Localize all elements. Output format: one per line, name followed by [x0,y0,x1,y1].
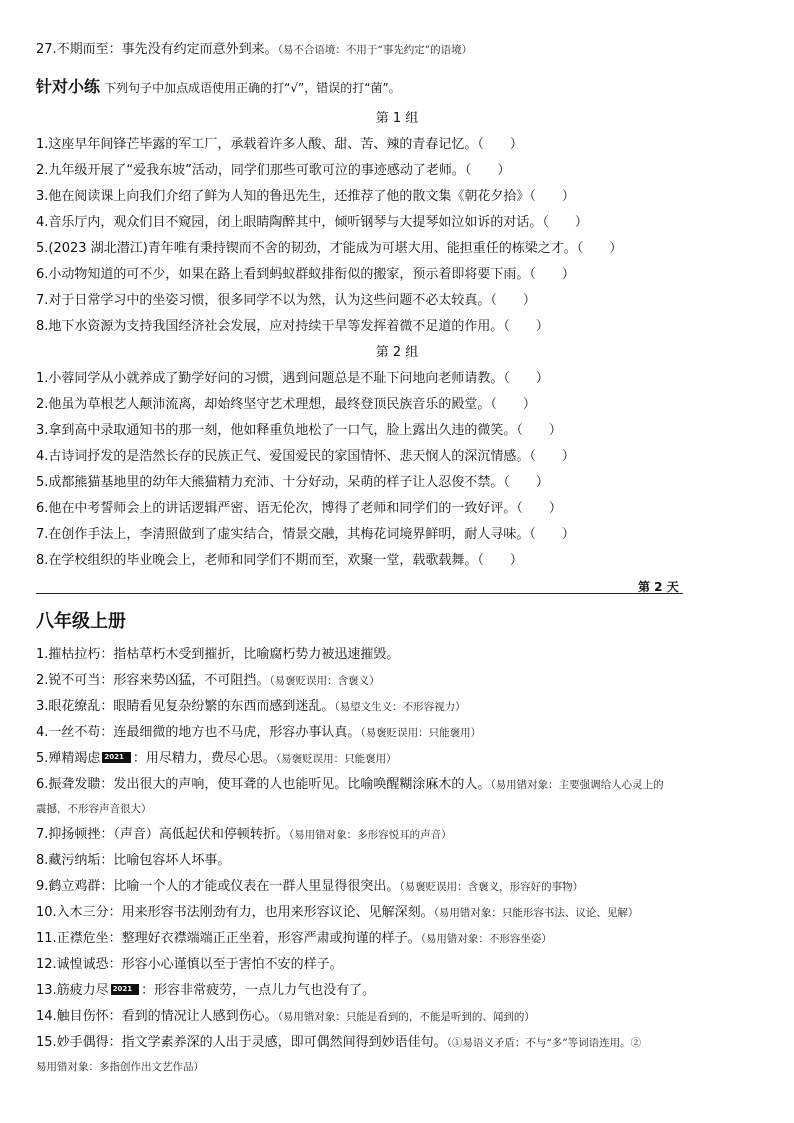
group-1-item: 6.小动物知道的可不少，如果在路上看到蚂蚁群蚁排衔似的搬家，预示着即将要下雨。（ ） [36,267,575,282]
year-badge: 2021 [111,984,139,995]
idiom-term: 13.筋疲力尽 [36,983,109,998]
idiom-note: （①易语义矛盾：不与“多”等词语连用。② [446,1037,642,1049]
idiom-entry-continued [36,1058,764,1076]
idiom-note: （易褒贬误用：含褒义，形容好的事物） [399,881,584,893]
idiom-text: 10.入木三分：用来形容书法刚劲有力，也用来形容议论、见解深刻。 [36,905,434,920]
group-1-item: 8.地下水资源为支持我国经济社会发展，应对持续干旱等发挥着微不足道的作用。（ ） [36,319,549,334]
group-2-item: 3.拿到高中录取通知书的那一刻，他如释重负地松了一口气，脸上露出久违的微笑。（ ） [36,423,562,438]
group-1-item: 2.九年级开展了“爱我东坡”活动，同学们那些可歌可泣的事迹感动了老师。（ ） [36,163,511,178]
idiom-term: 5.殚精竭虑 [36,751,101,766]
idiom-entry [36,750,764,768]
idiom-entry [36,698,764,716]
idiom-note: （易褒贬误用：只能褒用） [275,753,397,765]
idiom-note: （易用错对象：只能形容书法、议论、见解） [433,907,639,919]
group-1-item: 5.(2023 湖北潜江)青年唯有秉持锲而不舍的韧劲，才能成为可堪大用、能担重任的栋梁之才。（ ） [36,241,623,256]
year-badge: 2021 [102,752,130,763]
idiom-text: 8.藏污纳垢：比喻包容坏人坏事。 [36,853,231,868]
idiom-entry [36,776,764,794]
idiom-note: 易用错对象：多指创作出文艺作品） [36,1061,204,1073]
idiom-entry [36,852,764,870]
idiom-note: （易用错对象：主要强调给人心灵上的 [490,779,664,791]
group-1-item: 7.对于日常学习中的坐姿习惯，很多同学不以为然，认为这些问题不必太较真。（ ） [36,293,536,308]
idiom-note: （易褒贬误用：只能褒用） [360,727,482,739]
idiom-note: （易望文生义：不形容视力） [334,701,466,713]
group-2-item: 7.在创作手法上，李清照做到了虚实结合，情景交融，其梅花词境界鲜明，耐人寻味。（ ） [36,527,575,542]
idiom-text: 11.正襟危坐：整理好衣襟端端正正坐着，形容严肃或拘谨的样子。 [36,931,421,946]
group-1-item: 1.这座早年间锋芒毕露的军工厂，承载着许多人酸、甜、苦、辣的青春记忆。（ ） [36,137,523,152]
idiom-text: 3.眼花缭乱：眼睛看见复杂纷繁的东西而感到迷乱。 [36,699,335,714]
idiom-text: 6.振聋发聩：发出很大的声响，使耳聋的人也能听见。比喻唤醒糊涂麻木的人。 [36,777,491,792]
idiom-text: 14.触目伤怀：看到的情况让人感到伤心。 [36,1009,278,1024]
idiom-text: ：用尽精力，费尽心思。 [132,751,276,766]
idiom-entry [36,646,764,664]
day-label: 第 2 天 [638,580,679,594]
idiom-entry [36,904,764,922]
group-2-item: 1.小蓉同学从小就养成了勤学好问的习惯，遇到问题总是不耻下问地向老师请教。（ ） [36,371,549,386]
section-title: 八年级上册 [36,611,126,632]
idiom-entry [36,672,764,690]
idiom-text: 1.摧枯拉朽：指枯草朽木受到摧折，比喻腐朽势力被迅速摧毁。 [36,647,400,662]
top-entry-note: （易不合语境：不用于“事先约定”的语境） [277,44,473,56]
practice-header [36,76,764,100]
idiom-entry [36,1008,764,1026]
practice-instruction: 下列句子中加点成语使用正确的打“√”，错误的打“菌”。 [104,81,401,95]
group-2-item: 8.在学校组织的毕业晚会上，老师和同学们不期而至，欢聚一堂，载歌载舞。（ ） [36,553,523,568]
idiom-text: 12.诚惶诚恐：形容小心谨慎以至于害怕不安的样子。 [36,957,343,972]
idiom-note: （易用错对象：多形容悦耳的声音） [288,829,452,841]
top-entry-text: 27.不期而至：事先没有约定而意外到来。 [36,42,278,57]
idiom-note: （易用错对象：不形容坐姿） [420,933,552,945]
idiom-entry [36,930,764,948]
section-divider [36,593,683,594]
idiom-text: 9.鹤立鸡群：比喻一个人的才能或仪表在一群人里显得很突出。 [36,879,400,894]
idiom-entry [36,956,764,974]
group-1-item: 4.音乐厅内，观众们目不窥园，闭上眼睛陶醉其中，倾听钢琴与大提琴如泣如诉的对话。（ ） [36,215,588,230]
group-2-item: 5.成都熊猫基地里的幼年大熊猫精力充沛、十分好动，呆萌的样子让人忍俊不禁。（ ） [36,475,549,490]
idiom-text: 7.抑扬顿挫：（声音）高低起伏和停顿转折。 [36,827,289,842]
idiom-entry [36,878,764,896]
idiom-entry [36,1034,764,1052]
idiom-entry [36,724,764,742]
group-2-title: 第 2 组 [375,345,419,360]
idiom-text: 15.妙手偶得：指文学素养深的人出于灵感，即可偶然间得到妙语佳句。 [36,1035,447,1050]
idiom-text: 4.一丝不苟：连最细微的地方也不马虎，形容办事认真。 [36,725,361,740]
idiom-note: （易褒贬误用：含褒义） [269,675,380,687]
idiom-entry [36,982,764,1000]
idiom-text: 2.锐不可当：形容来势凶猛，不可阻挡。 [36,673,270,688]
idiom-text: ：形容非常疲劳，一点儿力气也没有了。 [141,983,376,998]
group-1-title: 第 1 组 [375,111,419,126]
group-1-item: 3.他在阅读课上向我们介绍了鲜为人知的鲁迅先生，还推荐了他的散文集《朝花夕拾》（ ） [36,189,575,204]
idiom-note: 震撼，不形容声音很大） [36,803,152,815]
idiom-note: （易用错对象：只能是看到的，不能是听到的、闻到的） [277,1011,535,1023]
idiom-entry [36,826,764,844]
group-2-item: 6.他在中考誓师会上的讲话逻辑严密、语无伦次，博得了老师和同学们的一致好评。（ ） [36,501,562,516]
group-2-item: 4.古诗词抒发的是浩然长存的民族正气、爱国爱民的家国情怀、悲天悯人的深沉情感。（ ） [36,449,575,464]
practice-heading: 针对小练 [36,77,101,96]
group-2-item: 2.他虽为草根艺人颠沛流离，却始终坚守艺术理想，最终登顶民族音乐的殿堂。（ ） [36,397,536,412]
idiom-entry-continued [36,800,764,818]
top-entry [36,41,764,59]
